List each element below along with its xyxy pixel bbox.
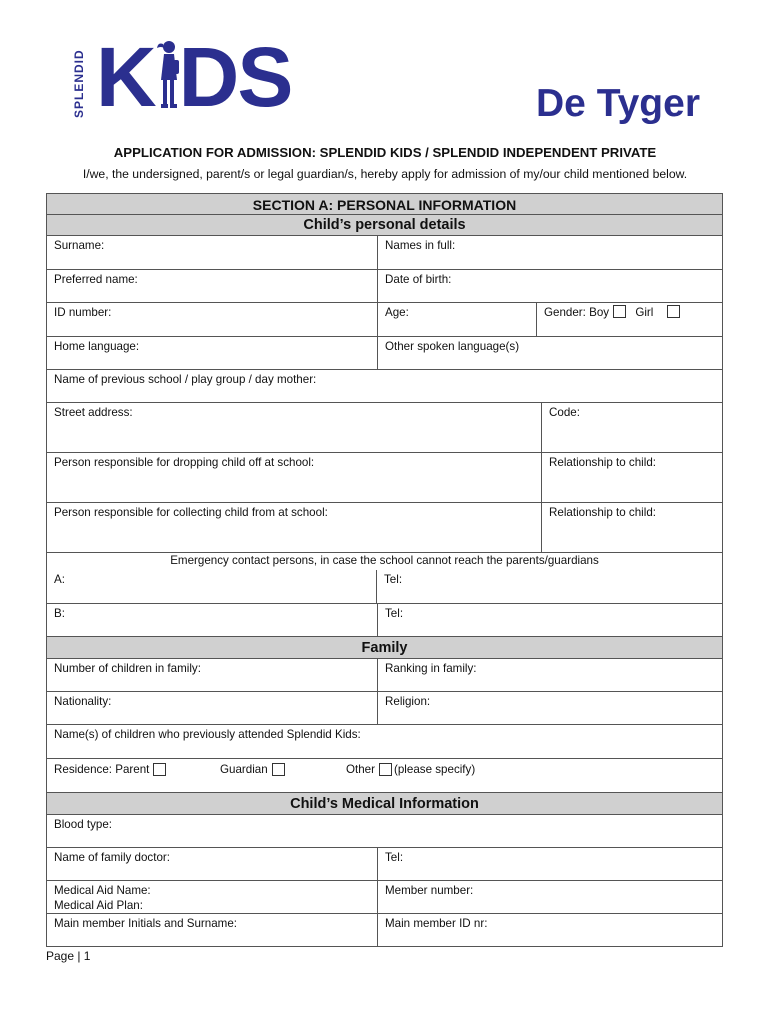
home-language-field[interactable]: Home language: xyxy=(54,340,140,353)
logo-kids-wordmark xyxy=(96,30,292,124)
contact-b-field[interactable]: B: xyxy=(54,607,65,620)
medical-heading: Child’s Medical Information xyxy=(290,796,479,812)
form-row xyxy=(46,881,723,914)
date-of-birth-field[interactable]: Date of birth: xyxy=(377,270,722,302)
form-row xyxy=(46,270,723,303)
form-row xyxy=(46,848,723,881)
logo-letters-ds: DS xyxy=(178,30,292,124)
id-number-field[interactable]: ID number: xyxy=(54,306,112,319)
form-row xyxy=(46,725,723,759)
medical-aid-name-field[interactable]: Medical Aid Name: xyxy=(54,884,151,897)
contact-a-field[interactable]: A: xyxy=(47,570,377,603)
gender-boy-label: Gender: Boy xyxy=(544,306,610,319)
gender-girl-label: Girl xyxy=(635,306,654,319)
form-subtitle: I/we, the undersigned, parent/s or legal guardian/s, hereby apply for admission of my/our child mentioned below. xyxy=(82,167,688,181)
form-row xyxy=(46,403,723,453)
blood-type-field[interactable]: Blood type: xyxy=(54,818,113,831)
page-number: Page | 1 xyxy=(46,949,91,963)
child-details-heading-row xyxy=(46,215,723,236)
residence-guardian-checkbox[interactable] xyxy=(272,763,285,776)
form-row xyxy=(46,236,723,270)
contact-b-tel-field[interactable]: Tel: xyxy=(377,604,722,636)
other-languages-field[interactable]: Other spoken language(s) xyxy=(377,337,722,369)
logo-splendid-text: SPLENDID xyxy=(72,49,86,119)
logo-girl-figure xyxy=(155,54,179,114)
form-row xyxy=(46,659,723,692)
form-row xyxy=(46,604,723,637)
collecting-relationship-field[interactable]: Relationship to child: xyxy=(541,503,722,552)
residence-parent-option xyxy=(54,762,220,777)
names-in-full-field[interactable]: Names in full: xyxy=(377,236,722,269)
member-number-field[interactable]: Member number: xyxy=(377,881,722,913)
gender-girl-checkbox[interactable] xyxy=(667,305,680,318)
residence-field xyxy=(47,759,722,792)
form-row xyxy=(46,303,723,337)
contact-a-tel-field[interactable]: Tel: xyxy=(384,573,403,586)
number-of-children-field[interactable]: Number of children in family: xyxy=(54,662,201,675)
medical-aid-block xyxy=(47,881,377,913)
residence-other-checkbox[interactable] xyxy=(379,763,392,776)
emergency-contact-block xyxy=(46,553,723,604)
form-row xyxy=(46,337,723,370)
drop-off-person-field[interactable]: Person responsible for dropping child off at school: xyxy=(54,456,315,469)
section-a-heading-row xyxy=(46,193,723,215)
residence-specify-label: (please specify) xyxy=(394,763,476,776)
form-row xyxy=(46,370,723,403)
religion-field[interactable]: Religion: xyxy=(377,692,722,724)
form-row xyxy=(46,759,723,793)
application-form xyxy=(46,193,723,947)
emergency-note: Emergency contact persons, in case the school cannot reach the parents/guardians xyxy=(170,554,599,567)
residence-other-option xyxy=(346,762,475,777)
age-field[interactable]: Age: xyxy=(377,303,536,336)
doctor-tel-field[interactable]: Tel: xyxy=(377,848,722,880)
form-row xyxy=(46,692,723,725)
form-row xyxy=(46,503,723,553)
school-name: De Tyger xyxy=(536,82,700,125)
family-heading: Family xyxy=(361,640,408,656)
drop-off-relationship-field[interactable]: Relationship to child: xyxy=(541,453,722,502)
residence-guardian-option xyxy=(220,762,346,777)
street-address-field[interactable]: Street address: xyxy=(54,406,133,419)
form-row xyxy=(46,914,723,947)
emergency-contact-a-row xyxy=(47,570,722,603)
family-heading-row xyxy=(46,637,723,659)
surname-field[interactable]: Surname: xyxy=(54,239,105,252)
preferred-name-field[interactable]: Preferred name: xyxy=(54,273,138,286)
main-member-field[interactable]: Main member Initials and Surname: xyxy=(54,917,238,930)
nationality-field[interactable]: Nationality: xyxy=(54,695,112,708)
girl-silhouette-icon xyxy=(155,40,181,110)
gender-boy-checkbox[interactable] xyxy=(613,305,626,318)
medical-heading-row xyxy=(46,793,723,815)
form-row xyxy=(46,453,723,503)
code-field[interactable]: Code: xyxy=(541,403,722,452)
medical-aid-plan-field[interactable]: Medical Aid Plan: xyxy=(54,899,143,912)
gender-field xyxy=(536,303,722,336)
ranking-field[interactable]: Ranking in family: xyxy=(377,659,722,691)
previous-attendees-field[interactable]: Name(s) of children who previously attended Splendid Kids: xyxy=(54,728,361,741)
form-row xyxy=(46,815,723,848)
child-details-heading: Child’s personal details xyxy=(303,217,466,233)
collecting-person-field[interactable]: Person responsible for collecting child from at school: xyxy=(54,506,328,519)
form-title: APPLICATION FOR ADMISSION: SPLENDID KIDS / SPLENDID INDEPENDENT PRIVATE xyxy=(113,145,657,160)
residence-other-label: Other xyxy=(346,763,375,776)
section-a-heading: SECTION A: PERSONAL INFORMATION xyxy=(252,197,517,213)
residence-guardian-label: Guardian xyxy=(220,763,268,776)
family-doctor-field[interactable]: Name of family doctor: xyxy=(54,851,170,864)
residence-parent-checkbox[interactable] xyxy=(153,763,166,776)
logo-letter-k: K xyxy=(96,30,155,124)
residence-parent-label: Residence: Parent xyxy=(54,763,150,776)
main-member-id-field[interactable]: Main member ID nr: xyxy=(377,914,722,946)
previous-school-field[interactable]: Name of previous school / play group / day mother: xyxy=(54,373,317,386)
